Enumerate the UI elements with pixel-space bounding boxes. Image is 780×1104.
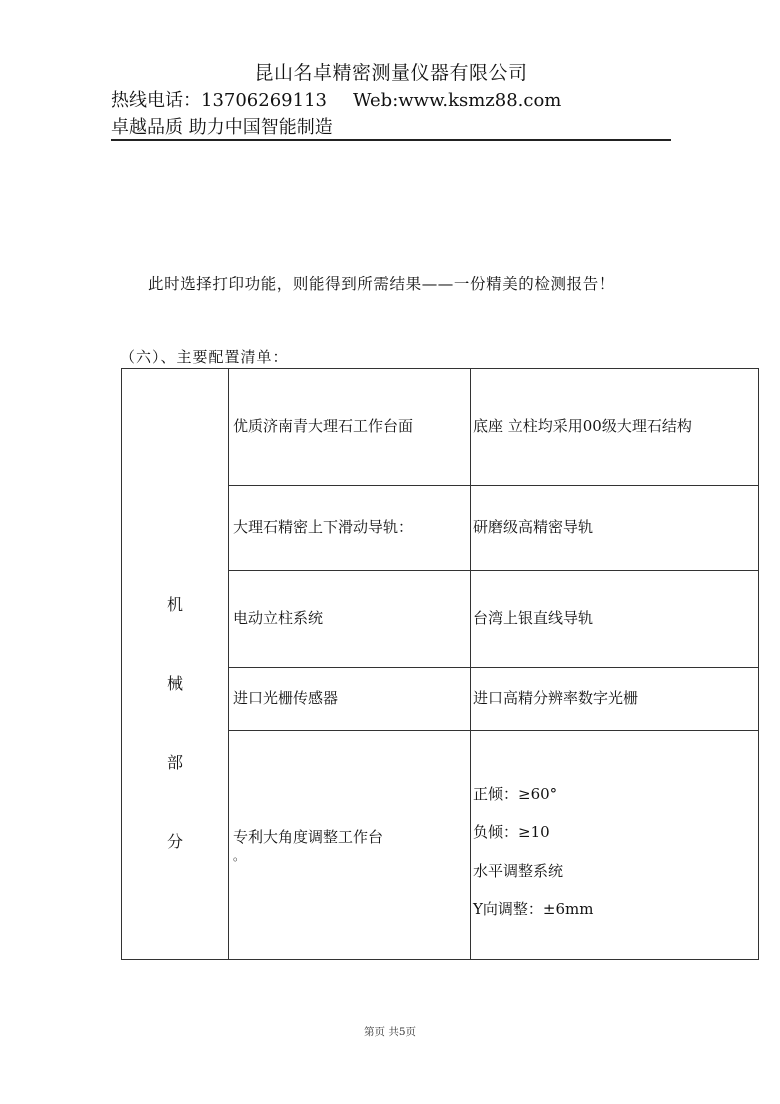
item-text: 专利大角度调整工作台 [233, 828, 384, 847]
document-header [111, 58, 671, 142]
group-label-cell [122, 369, 229, 960]
spec-cell: 台湾上银直线导轨 [471, 571, 759, 668]
website-text: Web:www.ksmz88.com [352, 90, 562, 111]
spec-line: 水平调整系统 [473, 861, 564, 880]
page-footer: 第页 共5页 [363, 1026, 417, 1038]
spec-line: Y向调整：±6mm [473, 900, 594, 918]
intro-paragraph: 此时选择打印功能，则能得到所需结果——一份精美的检测报告！ [148, 275, 615, 293]
group-label-char: 机 [166, 595, 183, 615]
spec-cell: 研磨级高精密导轨 [471, 486, 759, 571]
slogan: 卓越品质 助力中国智能制造 [111, 117, 333, 138]
table-row [122, 369, 759, 486]
spec-line: 正倾：≥60° [473, 784, 558, 803]
contact-line [111, 86, 561, 112]
item-cell: 大理石精密上下滑动导轨： [229, 486, 471, 571]
item-cell: 电动立柱系统 [229, 571, 471, 668]
company-name: 昆山名卓精密测量仪器有限公司 [254, 62, 528, 84]
configuration-table [121, 368, 759, 960]
group-label [122, 475, 228, 852]
spec-cell: 进口高精分辨率数字光栅 [471, 668, 759, 731]
item-cell [229, 731, 471, 960]
item-cell: 进口光栅传感器 [229, 668, 471, 731]
item-cell: 优质济南青大理石工作台面 [229, 369, 471, 486]
group-label-char: 分 [166, 831, 183, 851]
spec-line: 负倾：≥10 [473, 823, 550, 841]
spec-list [473, 771, 758, 920]
spec-cell [471, 731, 759, 960]
group-label-char: 部 [166, 753, 183, 772]
group-label-char: 械 [166, 674, 183, 694]
spec-cell: 底座 立柱均采用00级大理石结构 [471, 369, 759, 486]
header-divider [111, 139, 671, 141]
hotline-text: 热线电话：13706269113 [111, 90, 327, 111]
section-title: （六）、主要配置清单： [120, 348, 289, 366]
item-note: 。 [233, 848, 246, 863]
